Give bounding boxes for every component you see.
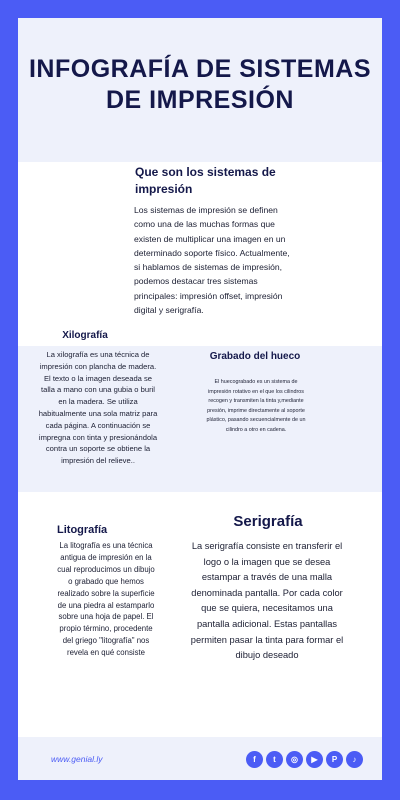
- litografia-heading: Litografía: [57, 524, 108, 536]
- serigrafia-heading: Serigrafía: [233, 513, 303, 530]
- instagram-icon[interactable]: ◎: [286, 751, 303, 768]
- intro-text: Los sistemas de impresión se definen como una de las muchas formas que existen de multiplicar una imagen en un determinado soporte físico. Actualmente, si hablamos de sistemas de impresión, podemos destacar tres sistemas principales: impresión offset, impresión digital y serigrafía.: [134, 205, 290, 316]
- xilografia-text: La xilografía es una técnica de impresión con plancha de madera. El texto o la imagen deseada se talla a mano con una gubia o buril en la madera. Se utiliza habitualmente una sola matriz para cada página. A continuación se impregna con tinta y presionándola contra un soporte se obtiene la impresión del relieve..: [38, 350, 158, 466]
- intro-heading: Que son los sistemas de impresión: [135, 165, 276, 196]
- twitter-icon[interactable]: t: [266, 751, 283, 768]
- grabado-heading: Grabado del hueco: [209, 351, 301, 362]
- litografia-text: La litografía es una técnica antigua de impresión en la cual reproducimos un dibujo o grabado que hemos realizado sobre la superficie de una piedra al estamparlo sobre una hoja de papel. El propio término, procedente del griego "litografía" nos revela en qué consiste: [57, 541, 155, 658]
- serigrafia-text: La serigrafía consiste en transferir el logo o la imagen que se desea estampar a través de una malla denominada pantalla. Por cada color que se quiera, necesitamos una pantalla adicional. Estas pantallas permiten pasar la tinta para formar el dibujo deseado: [190, 541, 344, 661]
- page-title: INFOGRAFÍA DE SISTEMAS DE IMPRESIÓN: [28, 55, 372, 114]
- grabado-text: El huecograbado es un sistema de impresión rotativo en el que los cilindros recogen y transmiten la tinta y,mediante presión, imprime directamente al soporte plástico, pasando secuencialmente de un cilindro a otro en cadena.: [206, 379, 306, 433]
- xilografia-heading: Xilografía: [62, 330, 108, 341]
- youtube-icon[interactable]: ▶: [306, 751, 323, 768]
- pinterest-icon[interactable]: P: [326, 751, 343, 768]
- facebook-icon[interactable]: f: [246, 751, 263, 768]
- social-icons: [246, 751, 363, 768]
- infographic-card: [18, 18, 382, 780]
- tiktok-icon[interactable]: ♪: [346, 751, 363, 768]
- genially-link[interactable]: www.genial.ly: [51, 754, 103, 764]
